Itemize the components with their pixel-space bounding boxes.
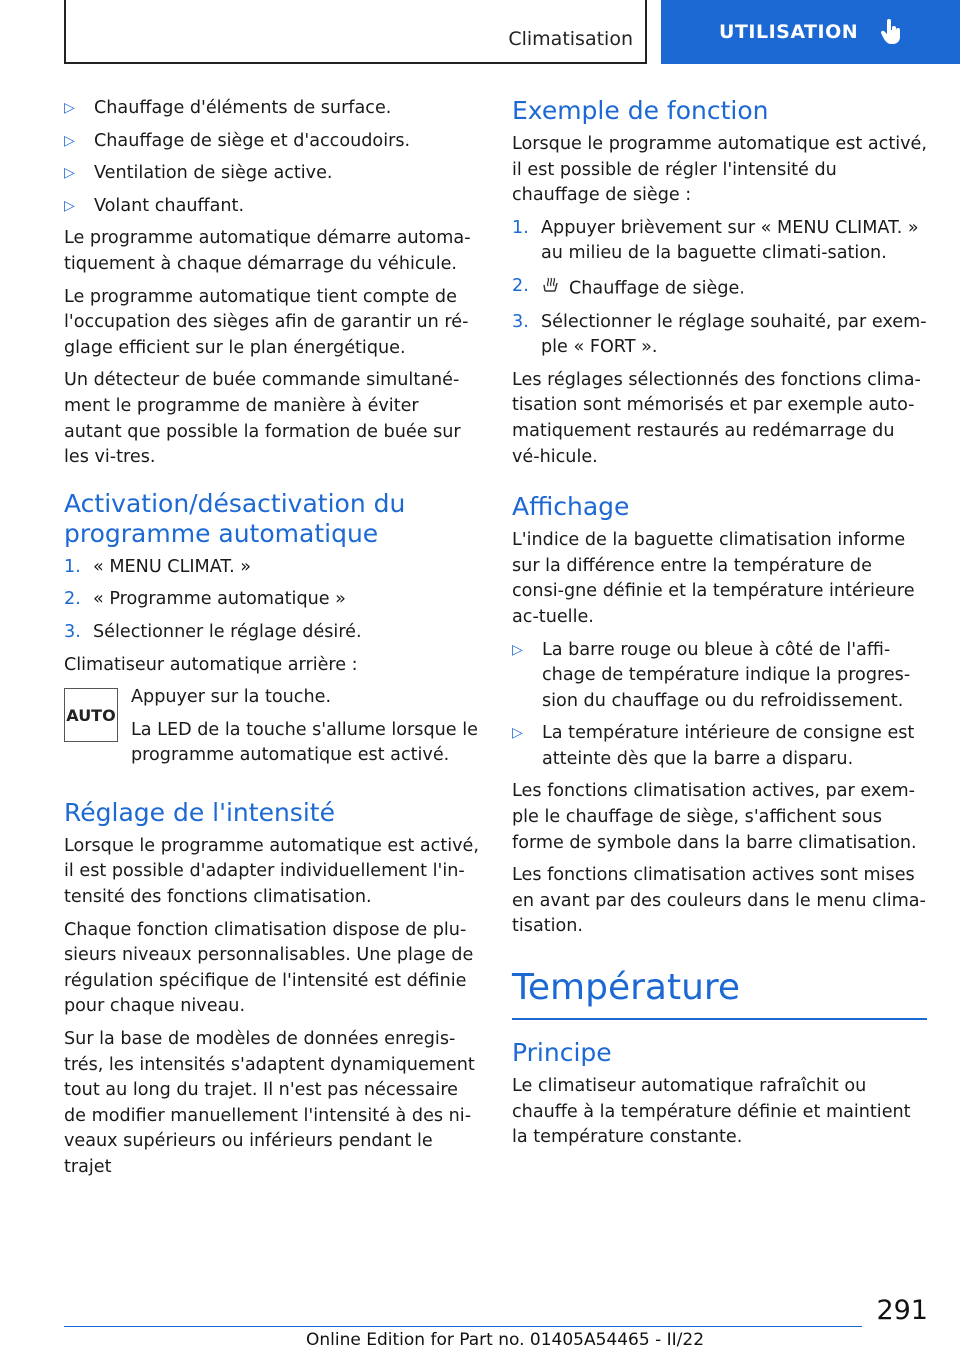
paragraph: La LED de la touche s'allume lorsque le programme automatique est activé. (131, 719, 478, 766)
step-item: 1. Appuyer brièvement sur « MENU CLIMAT. » au milieu de la baguette climati-sation. (512, 217, 919, 264)
step-item: 2. « Programme automatique » (64, 589, 346, 610)
section-tab (661, 0, 960, 64)
paragraph: Lorsque le programme automatique est activé, il est possible de régler l'intensité du chauffage de siège : (512, 134, 927, 206)
step-item: 3. Sélectionner le réglage désiré. (64, 621, 362, 642)
list-item: ▷ Chauffage d'éléments de surface. (64, 98, 392, 118)
list-item: ▷ Chauffage de siège et d'accoudoirs. (64, 130, 411, 151)
paragraph: Climatiseur automatique arrière : (64, 654, 358, 675)
list-item: ▷ Volant chauffant. (64, 195, 245, 216)
paragraph: Les fonctions climatisation actives, par exem-ple le chauffage de siège, s'affichent sous forme de symbole dans la barre climatisation. (512, 781, 917, 853)
paragraph: Lorsque le programme automatique est activé, il est possible d'adapter individuellement l'in-tensité des fonctions climatisation. (64, 835, 479, 908)
step-item: 3. Sélectionner le réglage souhaité, par exem-ple « FORT ». (512, 311, 927, 358)
heading-intensity: Réglage de l'intensité (64, 797, 335, 827)
page-number: 291 (876, 1295, 928, 1326)
list-item: ▷ La barre rouge ou bleue à côté de l'affi-chage de température indique la progres-sion du chauffage ou du refroidissement. (512, 639, 911, 711)
paragraph: Le programme automatique démarre automa-tiquement à chaque démarrage du véhicule. (64, 228, 471, 274)
left-column (64, 96, 479, 1188)
step-item: 1. « MENU CLIMAT. » (64, 556, 252, 577)
heading-example: Exemple de fonction (512, 96, 769, 125)
section-label: UTILISATION (719, 21, 859, 43)
heading-activation: Activation/désactivation du programme automatique (64, 488, 406, 548)
running-header (64, 0, 647, 64)
list-item: ▷ Ventilation de siège active. (64, 163, 333, 184)
step-item: 2. Chauffage de siège. (512, 274, 927, 303)
paragraph: Le programme automatique tient compte de l'occupation des sièges afin de garantir un ré-glage efficient sur le plan énergétique. (64, 286, 469, 358)
paragraph: Sur la base de modèles de données enregis-trés, les intensités s'adaptent dynamiquement tout au long du trajet. Il n'est pas nécessaire de modifier manuellement l'intensité à des ni-veaux supérieurs ou inférieurs pendant le trajet (64, 1029, 475, 1177)
paragraph: Les réglages sélectionnés des fonctions clima-tisation sont mémorisés et par exemple auto-matiquement restaurés au redémarrage du vé-hicule. (512, 369, 921, 467)
chapter-title: Climatisation (508, 28, 633, 50)
right-column (512, 96, 927, 1158)
paragraph: Le climatiseur automatique rafraîchit ou chauffe à la température définie et maintient la température constante. (512, 1076, 911, 1148)
edition-note: Online Edition for Part no. 01405A54465 - II/22 (306, 1330, 705, 1350)
paragraph: Un détecteur de buée commande simultané-ment le programme de manière à éviter autant que possible la formation de buée sur les vi-tres. (64, 370, 461, 468)
paragraph: Les fonctions climatisation actives sont mises en avant par des couleurs dans le menu clima-tisation. (512, 865, 926, 937)
footer-divider (64, 1326, 862, 1327)
paragraph: L'indice de la baguette climatisation informe sur la différence entre la température de consi-gne définie et la température intérieure ac-tuelle. (512, 530, 915, 627)
heading-principle: Principe (512, 1038, 612, 1068)
seat-heating-icon (541, 274, 561, 303)
heading-display: Affichage (512, 492, 630, 522)
paragraph: Appuyer sur la touche. (131, 687, 332, 708)
auto-button-icon: AUTO (64, 688, 118, 742)
pointing-hand-icon (880, 19, 902, 49)
auto-key-row (64, 685, 479, 776)
list-item: ▷ La température intérieure de consigne est atteinte dès que la barre a disparu. (512, 723, 915, 769)
paragraph: Chaque fonction climatisation dispose de plu-sieurs niveaux personnalisables. Une plage de régulation spécifique de l'intensité est définie pour chaque niveau. (64, 919, 474, 1017)
heading-temperature: Température (512, 966, 927, 1020)
